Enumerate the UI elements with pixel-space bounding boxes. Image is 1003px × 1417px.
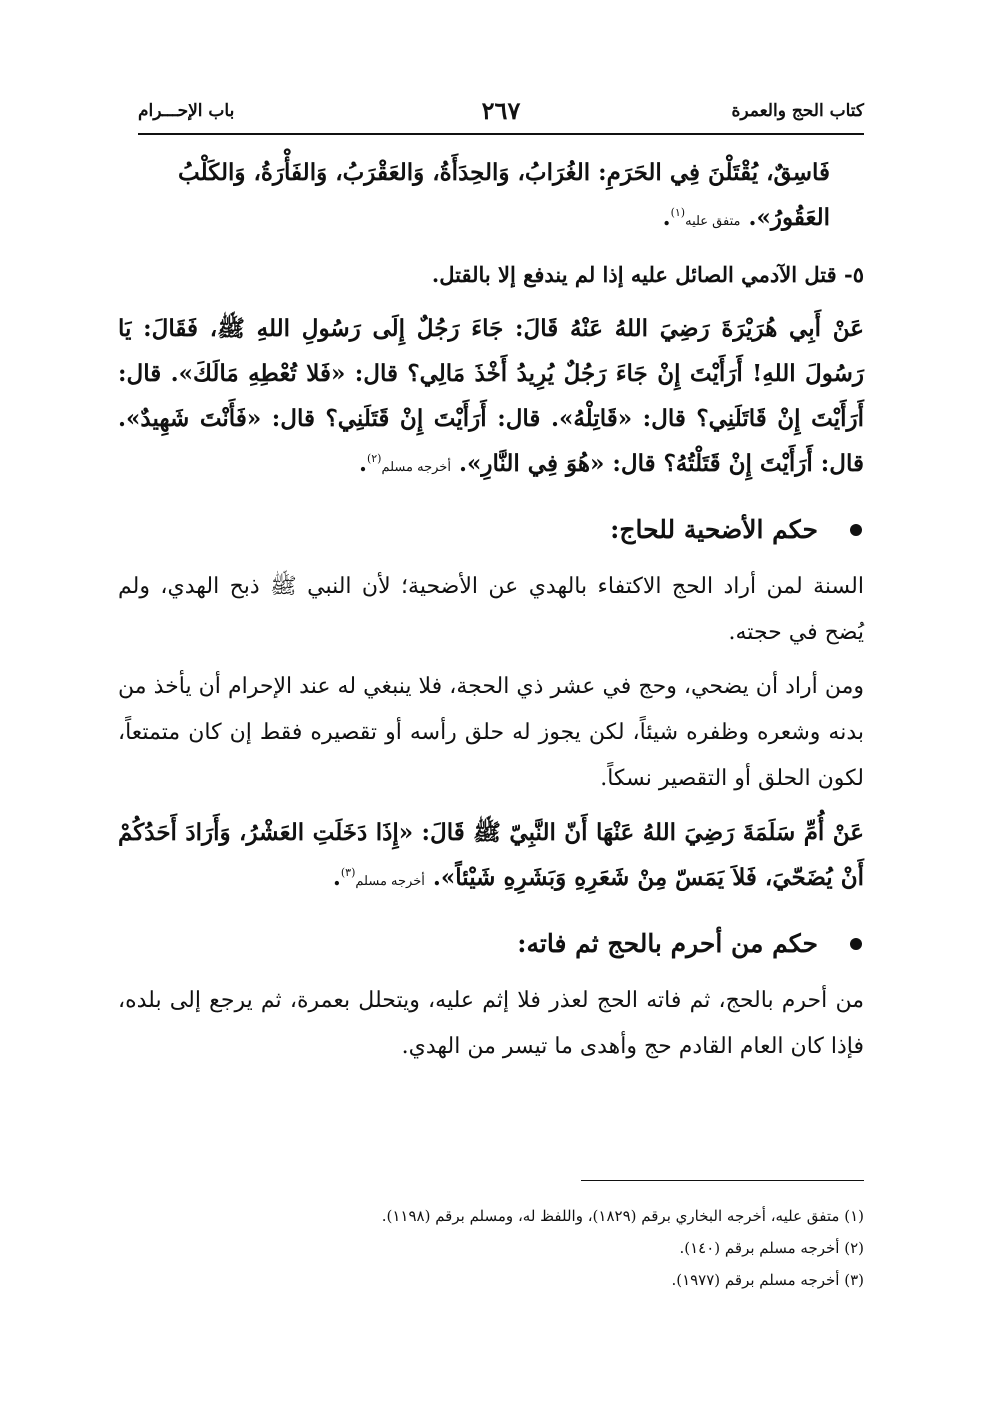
numbered-item-5: ٥- قتل الآدمي الصائل عليه إذا لم يندفع إلا بالقتل. [431, 262, 864, 287]
footnotes [138, 1200, 864, 1296]
footnote-1: (١) متفق عليه، أخرجه البخاري برقم (١٨٢٩)، واللفظ له، ومسلم برقم (١١٩٨). [381, 1207, 864, 1225]
source-note: أخرجه مسلم [381, 460, 451, 475]
source-note: متفق عليه [685, 214, 741, 229]
hadith-abu-hurayrah: عَنْ أَبِي هُرَيْرَةَ رَضِيَ اللهُ عَنْهُ قَالَ: جَاءَ رَجُلٌ إِلَى رَسُولِ اللهِ ﷺ، فَقَالَ: يَا رَسُولَ اللهِ! أَرَأَيْتَ إِنْ جَاءَ رَجُلٌ يُرِيدُ أَخْذَ مَالِي؟ قال: «فَلا تُعْطِهِ مَالَكَ». قال: أَرَأَيْتَ إِنْ قَاتَلَنِي؟ قال: «قَاتِلْهُ». قال: أَرَأَيْتَ إِنْ قَتَلَنِي؟ قال: «فَأَنْتَ شَهِيدٌ». قال: أَرَأَيْتَ إِنْ قَتَلْتُهُ؟ قال: «هُوَ فِي النَّارِ». أخرجه مسلم$^{(٢)}$. [118, 315, 864, 477]
section-heading-missed-hajj [118, 918, 864, 970]
hadith-line-2: العَقُورُ». [748, 204, 830, 231]
footnote-3: (٣) أخرجه مسلم برقم (١٩٧٧). [671, 1271, 864, 1289]
footnote-marker: (٢) [366, 452, 382, 465]
paragraph-missed-hajj: من أحرم بالحج، ثم فاته الحج لعذر فلا إثم عليه، ويتحلل بعمرة، ثم يرجع إلى بلده، فإذا كان العام القادم حج وأهدى ما تيسر من الهدي. [118, 988, 864, 1059]
book-title: كتاب الحج والعمرة [731, 101, 864, 121]
paragraph-whoever-wants: ومن أراد أن يضحي، وحج في عشر ذي الحجة، فلا ينبغي له عند الإحرام أن يأخذ من بدنه وشعره وظفره شيئاً، لكن يجوز له حلق رأسه أو تقصيره فقط إن كان متمتعاً، لكون الحلق أو التقصير نسكاً. [118, 674, 864, 791]
heading-text: حكم من أحرم بالحج ثم فاته: [517, 929, 818, 958]
hadith-continuation: فَاسِقٌ، يُقْتَلْنَ فِي الحَرَمِ: الغُرَابُ، وَالحِدَأَةُ، وَالعَقْرَبُ، وَالفَأْرَةُ، وَالكَلْبُ العَقُورُ». متفق عليه$^{(١)}$. [178, 159, 830, 231]
hadith-text: عَنْ أُمِّ سَلَمَةَ رَضِيَ اللهُ عَنْهَا أَنّ النَّبِيّ ﷺ قَالَ: «إِذَا دَخَلَتِ العَشْرُ، وَأَرَادَ أَحَدُكُمْ أَنْ يُضَحّيَ، فَلاَ يَمَسّ مِنْ شَعَرِهِ وَبَشَرِهِ شَيْئاً». [118, 819, 864, 891]
running-header [138, 96, 864, 130]
main-text [118, 150, 864, 1070]
heading-text: حكم الأضحية للحاج: [610, 515, 818, 544]
hadith-text: عَنْ أَبِي هُرَيْرَةَ رَضِيَ اللهُ عَنْهُ قَالَ: جَاءَ رَجُلٌ إِلَى رَسُولِ اللهِ ﷺ، فَقَالَ: يَا رَسُولَ اللهِ! أَرَأَيْتَ إِنْ جَاءَ رَجُلٌ يُرِيدُ أَخْذَ مَالِي؟ قال: «فَلا تُعْطِهِ مَالَكَ». قال: أَرَأَيْتَ إِنْ قَاتَلَنِي؟ قال: «قَاتِلْهُ». قال: أَرَأَيْتَ إِنْ قَتَلَنِي؟ قال: «فَأَنْتَ شَهِيدٌ». قال: أَرَأَيْتَ إِنْ قَتَلْتُهُ؟ قال: «هُوَ فِي النَّارِ». [118, 315, 864, 477]
footnote-marker: (١) [670, 206, 686, 219]
footnote-marker: (٣) [340, 866, 356, 879]
section-heading-udhiyah [118, 504, 864, 556]
bullet-icon [850, 938, 862, 950]
paragraph-sunnah: السنة لمن أراد الحج الاكتفاء بالهدي عن الأضحية؛ لأن النبي ﷺ ذبح الهدي، ولم يُضح في حجته. [118, 574, 864, 645]
header-rule [138, 133, 864, 135]
footnote-rule [581, 1180, 864, 1181]
hadith-umm-salamah: عَنْ أُمِّ سَلَمَةَ رَضِيَ اللهُ عَنْهَا أَنّ النَّبِيّ ﷺ قَالَ: «إِذَا دَخَلَتِ العَشْرُ، وَأَرَادَ أَحَدُكُمْ أَنْ يُضَحّيَ، فَلاَ يَمَسّ مِنْ شَعَرِهِ وَبَشَرِهِ شَيْئاً». أخرجه مسلم$^{(٣)}$. [118, 819, 864, 891]
hadith-line-1: فَاسِقٌ، يُقْتَلْنَ فِي الحَرَمِ: الغُرَابُ، وَالحِدَأَةُ، وَالعَقْرَبُ، وَالفَأْرَةُ، وَالكَلْبُ [178, 159, 830, 186]
source-note: أخرجه مسلم [355, 874, 425, 889]
footnote-2: (٢) أخرجه مسلم برقم (١٤٠). [679, 1239, 864, 1257]
bullet-icon [850, 524, 862, 536]
chapter-title: باب الإحـــرام [138, 101, 235, 121]
page-number: ٢٦٧ [481, 96, 521, 125]
